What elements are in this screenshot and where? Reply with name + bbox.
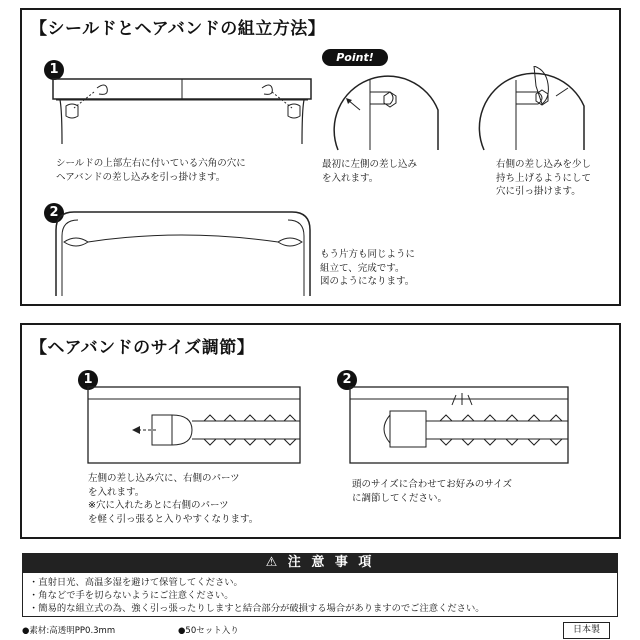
size-step1-number: 1 [78,370,98,390]
assembly-step2-text: もう片方も同じように 組立て、完成です。 図のようになります。 [320,249,416,287]
assembly-step1-number: 1 [44,60,64,80]
warning-icon: ⚠ [265,555,281,570]
material-text: ●素材:高透明PP0.3mm [22,626,116,636]
size-step1-illustration [86,385,302,465]
point-right-illustration [476,66,592,152]
made-in-label: 日本製 [563,622,610,639]
size-title: 【ヘアバンドのサイズ調節】 [30,338,255,358]
caution-item: ・角などで手を切らないようにご注意ください。 [29,590,234,601]
point-right-text: 右側の差し込みを少し 持ち上げるようにして 穴に引っ掛けます。 [496,159,592,197]
shield-top-illustration [52,78,314,146]
caution-item: ・簡易的な組立式の為、強く引っ張ったりしますと結合部分が破損する場合がありますのでご注意ください。 [29,603,485,614]
shield-complete-illustration [50,210,316,298]
assembly-step1-text: シールドの上部左右に付いている六角の穴に ヘアバンドの差し込みを引っ掛けます。 [56,158,246,183]
caution-header [22,553,618,573]
size-step1-text: 左側の差し込み穴に、右側のパーツ を入れます。 ※穴に入れたあとに右側のパーツ を軽く引っ張ると入りやすくなります。 [88,473,259,525]
assembly-step2-number: 2 [44,203,64,223]
assembly-title: 【シールドとヘアバンドの組立方法】 [30,19,326,39]
size-step2-number: 2 [337,370,357,390]
caution-list [22,573,618,617]
size-step2-text: 頭のサイズに合わせてお好みのサイズ に調節してください。 [352,479,512,504]
point-badge: Point! [322,49,388,66]
set-count-text: ●50セット入り [178,626,239,636]
caution-item: ・直射日光、高温多湿を避けて保管してください。 [29,577,243,588]
size-step2-illustration [348,385,570,465]
caution-title: 注 意 事 項 [287,555,375,570]
point-left-illustration [330,70,446,152]
point-left-text: 最初に左側の差し込み を入れます。 [322,159,418,184]
